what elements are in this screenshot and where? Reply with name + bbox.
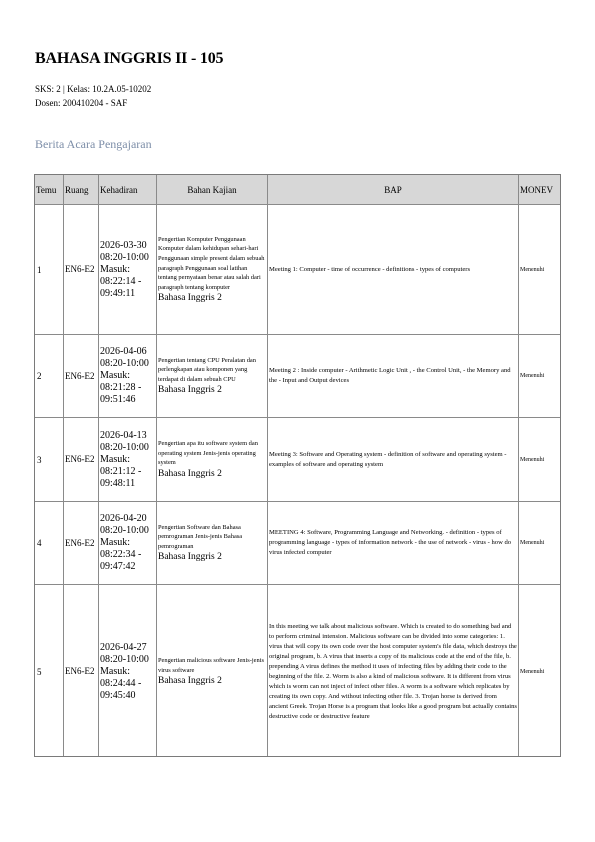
- header-bahan-kajian: Bahan Kajian: [157, 175, 268, 205]
- row-number: 2: [35, 335, 64, 418]
- header-kehadiran: Kehadiran: [99, 175, 157, 205]
- row-bap: MEETING 4: Software, Programming Language and Networking. - definition - types of programming language - types of information network - the use of network - virus - how do virus infected computer: [268, 502, 519, 585]
- material-course: Bahasa Inggris 2: [158, 468, 222, 479]
- table-row: [35, 502, 562, 585]
- row-study-material: [157, 585, 268, 758]
- row-monev: Menenuhi: [519, 502, 562, 585]
- table-row: [35, 335, 562, 418]
- teaching-report-table: [34, 174, 561, 757]
- teaching-report-table-frame: [34, 174, 561, 757]
- row-attendance: 2026-03-30 08:20-10:00 Masuk: 08:22:14 - 09:49:11: [99, 205, 157, 335]
- row-attendance: 2026-04-20 08:20-10:00 Masuk: 08:22:34 - 09:47:42: [99, 502, 157, 585]
- row-study-material: [157, 335, 268, 418]
- row-attendance: 2026-04-27 08:20-10:00 Masuk: 08:24:44 - 09:45:40: [99, 585, 157, 758]
- material-description: Pengertian malicious software Jenis-jenis virus software: [158, 656, 264, 674]
- row-number: 3: [35, 418, 64, 502]
- row-monev: Menenuhi: [519, 585, 562, 758]
- row-monev: Menenuhi: [519, 335, 562, 418]
- row-number: 5: [35, 585, 64, 758]
- row-bap: Meeting 3: Software and Operating system - definition of software and operating system - examples of software and operating system: [268, 418, 519, 502]
- row-attendance: 2026-04-06 08:20-10:00 Masuk: 08:21:28 - 09:51:46: [99, 335, 157, 418]
- material-course: Bahasa Inggris 2: [158, 552, 222, 563]
- row-number: 4: [35, 502, 64, 585]
- row-room: EN6-E2: [64, 502, 99, 585]
- row-study-material: [157, 205, 268, 335]
- material-course: Bahasa Inggris 2: [158, 385, 222, 396]
- table-row: [35, 205, 562, 335]
- material-description: Pengertian tentang CPU Peralatan dan perlengkapan atau komponen yang terdapat di dalam sebuah CPU: [158, 356, 256, 383]
- table-row: [35, 418, 562, 502]
- row-room: EN6-E2: [64, 335, 99, 418]
- row-number: 1: [35, 205, 64, 335]
- row-bap: Meeting 1: Computer - time of occurrence - definitions - types of computers: [268, 205, 519, 335]
- material-course: Bahasa Inggris 2: [158, 676, 222, 687]
- material-description: Pengertian apa itu software system dan operating system Jenis-jenis operating system: [158, 440, 258, 467]
- section-title: Berita Acara Pengajaran: [35, 137, 152, 151]
- material-description: Pengertian Komputer Penggunaan Komputer dalam kehidupan sehari-hari Penggunaan simple present dalam sebuah paragraph Penggunaan soal latihan tentang pernyataan benar atau salah dari paragraph tentang komputer: [158, 235, 265, 291]
- header-temu: Temu: [35, 175, 64, 205]
- row-attendance: 2026-04-13 08:20-10:00 Masuk: 08:21:12 - 09:48:11: [99, 418, 157, 502]
- row-monev: Menenuhi: [519, 205, 562, 335]
- header-monev: MONEV: [519, 175, 562, 205]
- material-description: Pengertian Software dan Bahasa pemrograman Jenis-jenis Bahasa pemrograman: [158, 523, 243, 550]
- row-study-material: [157, 418, 268, 502]
- table-row: [35, 585, 562, 758]
- row-room: EN6-E2: [64, 418, 99, 502]
- table-header-row: [35, 175, 562, 205]
- header-ruang: Ruang: [64, 175, 99, 205]
- header-bap: BAP: [268, 175, 519, 205]
- row-bap: In this meeting we talk about malicious software. Which is created to do something bad and to perform criminal intension. Malicious software can be divided into some categories: 1. virus that will copy its own code over the host computer system's file data, which destroys the original program, b. A virus that inserts a copy of its malicious code at the end of the file, b. prepending A virus defines the method it uses of infecting files by adding their code to the beginning of the file. 2. Worm is also a kind of malicious software. It is different from virus which is worm can not inject of infect other files. A worm is a software which replicates by creating its own copy. And without infecting other file. 3. Trojan horse is derived from ancient Greek. Trojan Horse is a program that looks like a good program but actually contains destructive code or destructive feature: [268, 585, 519, 758]
- row-monev: Menenuhi: [519, 418, 562, 502]
- row-bap: Meeting 2 : Inside computer - Arithmetic Logic Unit , - the Control Unit, - the Memory and the - Input and Output devices: [268, 335, 519, 418]
- lecturer-info: Dosen: 200410204 - SAF: [35, 98, 128, 108]
- course-title: BAHASA INGGRIS II - 105: [35, 50, 224, 67]
- course-info: SKS: 2 | Kelas: 10.2A.05-10202: [35, 84, 152, 94]
- row-study-material: [157, 502, 268, 585]
- row-room: EN6-E2: [64, 585, 99, 758]
- row-room: EN6-E2: [64, 205, 99, 335]
- material-course: Bahasa Inggris 2: [158, 293, 222, 304]
